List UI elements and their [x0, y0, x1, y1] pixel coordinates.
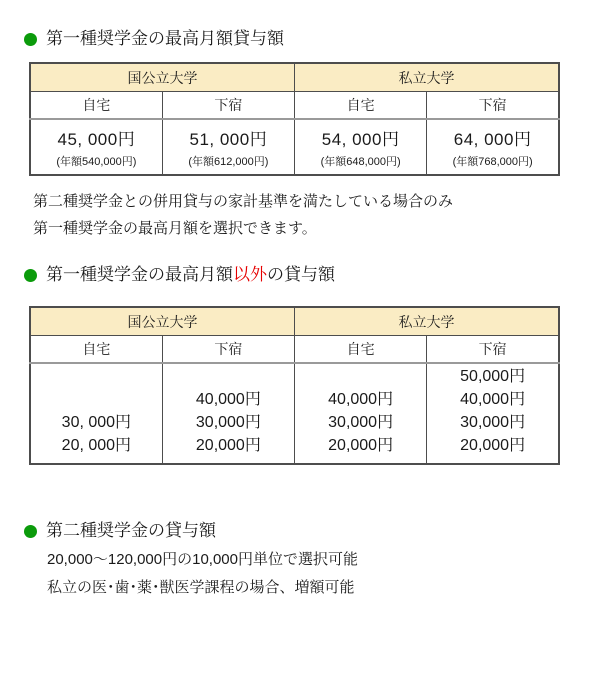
type2-loan-description: [47, 546, 600, 602]
section2-heading: [24, 264, 600, 286]
col-header-home: 自宅: [30, 92, 162, 120]
amount-option: 20, 000円: [61, 437, 132, 454]
table-column-header-row: [30, 92, 559, 120]
table-cell: [162, 363, 294, 464]
green-bullet-icon: [24, 33, 37, 46]
col-header-boarding: 下宿: [162, 92, 294, 120]
annual-amount: (年額768,000円): [452, 156, 533, 168]
table-cell: [30, 363, 162, 464]
section3-heading-label: 第二種奨学金の貸与額: [46, 521, 216, 540]
table-value-row: [30, 119, 559, 175]
combined-loan-note: [33, 188, 600, 242]
table-column-header-row: [30, 336, 559, 364]
note-line: 第一種奨学金の最高月額を選択できます。: [33, 220, 317, 237]
col-header-boarding: 下宿: [427, 92, 559, 120]
table-value-row: [30, 363, 559, 464]
heading-text-post: の貸与額: [267, 265, 335, 284]
group-header-private: 私立大学: [295, 307, 560, 336]
other-amounts-table: [29, 306, 560, 465]
amount-option: 50,000円: [460, 368, 526, 385]
table-cell: [162, 119, 294, 175]
section1-heading-label: 第一種奨学金の最高月額貸与額: [46, 29, 284, 48]
description-line: 私立の医･歯･薬･獣医学課程の場合、増額可能: [47, 579, 355, 596]
group-header-national-public: 国公立大学: [30, 63, 295, 92]
amount-option: 40,000円: [460, 391, 526, 408]
col-header-boarding: 下宿: [162, 336, 294, 364]
monthly-amount: 45, 000円: [57, 130, 136, 149]
monthly-amount: 51, 000円: [189, 130, 268, 149]
table-cell: [427, 363, 559, 464]
amount-option: 30,000円: [195, 414, 261, 431]
group-header-private: 私立大学: [295, 63, 560, 92]
table-cell: [30, 119, 162, 175]
annual-amount: (年額540,000円): [56, 156, 137, 168]
amount-option: 30, 000円: [61, 414, 132, 431]
heading-text-pre: 第一種奨学金の最高月額: [46, 265, 233, 284]
amount-option: 40,000円: [328, 391, 394, 408]
amount-option: 40,000円: [195, 391, 261, 408]
table-cell: [295, 363, 427, 464]
section1-heading: [24, 28, 600, 50]
col-header-boarding: 下宿: [427, 336, 559, 364]
annual-amount: (年額612,000円): [188, 156, 269, 168]
amount-option: 30,000円: [460, 414, 526, 431]
max-monthly-amount-table: [29, 62, 560, 176]
amount-option: 20,000円: [328, 437, 394, 454]
green-bullet-icon: [24, 269, 37, 282]
amount-option: 30,000円: [328, 414, 394, 431]
green-bullet-icon: [24, 525, 37, 538]
note-line: 第二種奨学金との併用貸与の家計基準を満たしている場合のみ: [33, 193, 454, 210]
heading-text-emphasis: 以外: [233, 265, 267, 284]
table-group-header-row: [30, 307, 559, 336]
amount-option: 20,000円: [195, 437, 261, 454]
section2-heading-label: [46, 264, 335, 286]
group-header-national-public: 国公立大学: [30, 307, 295, 336]
scholarship-document: [0, 28, 600, 602]
table-group-header-row: [30, 63, 559, 92]
col-header-home: 自宅: [30, 336, 162, 364]
col-header-home: 自宅: [295, 336, 427, 364]
description-line: 20,000～120,000円の10,000円単位で選択可能: [47, 551, 358, 568]
amount-option: 20,000円: [460, 437, 526, 454]
table-cell: [427, 119, 559, 175]
table-cell: [295, 119, 427, 175]
monthly-amount: 54, 000円: [321, 130, 400, 149]
monthly-amount: 64, 000円: [453, 130, 532, 149]
section3-heading: [24, 520, 600, 542]
annual-amount: (年額648,000円): [320, 156, 401, 168]
col-header-home: 自宅: [295, 92, 427, 120]
